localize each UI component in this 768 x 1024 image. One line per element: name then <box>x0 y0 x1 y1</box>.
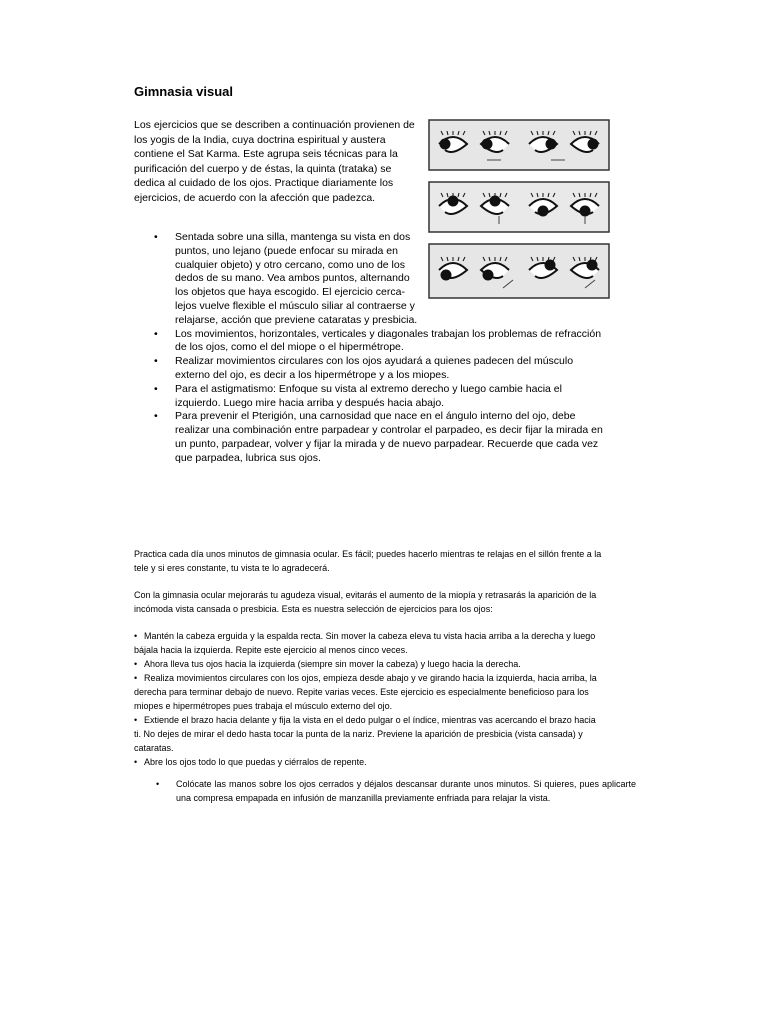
list-item-text: Ahora lleva tus ojos hacia la izquierda (siempre sin mover la cabeza) y luego hacia la derecha. <box>144 659 521 669</box>
ocular-exercise-list <box>134 629 604 769</box>
improvement-paragraph: Con la gimnasia ocular mejorarás tu agudeza visual, evitarás el aumento de la miopía y retrasarás la aparición de la incómoda vista cansada o presbicia. Esta es nuestra selección de ejercicios para los ojos: <box>134 590 597 614</box>
list-item: • Los movimientos, horizontales, verticales y diagonales trabajan los problemas de refracción de los ojos, como el del miope o el hipermétrope. <box>154 328 606 356</box>
bullet-glyph: • <box>134 757 138 767</box>
list-item-text: Mantén la cabeza erguida y la espalda recta. Sin mover la cabeza eleva tu vista hacia arriba a la derecha y luego bájala hacia la izquierda. Repite este ejercicio al menos cinco veces. <box>134 631 596 655</box>
bullet-glyph: • <box>134 659 138 669</box>
list-item <box>134 755 604 769</box>
list-item: • Colócate las manos sobre los ojos cerrados y déjalos descansar durante unos minutos. Si quieres, pues aplicarte una compresa empapada en infusión de manzanilla previamente enfriada para relajar la vista. <box>156 778 636 805</box>
list-item <box>134 671 604 713</box>
relax-exercise-list <box>156 778 636 805</box>
list-item: • Para prevenir el Pterigión, una carnosidad que nace en el ángulo interno del ojo, debe realizar una combinación entre parpadear y controlar el parpadeo, es decir fijar la mirada en un punto, parpadear, volver y fijar la mirada y de nuevo parpadear. Recuerde que cada vez que parpadea, lubrica sus ojos. <box>154 410 606 465</box>
practice-paragraph: Practica cada día unos minutos de gimnasia ocular. Es fácil; puedes hacerlo mientras te relajas en el sillón frente a la tele y si eres constante, tu vista te lo agradecerá. <box>134 549 602 573</box>
list-item: • Realizar movimientos circulares con los ojos ayudará a quienes padecen del músculo externo del ojo, es decir a los hipermétrope y a los miopes. <box>154 355 606 383</box>
list-item <box>134 657 604 671</box>
intro-paragraph: Los ejercicios que se describen a continuación provienen de los yogis de la India, cuya doctrina espiritual y austera contiene el Sat Karma. Este agrupa seis técnicas para la purificación del cuerpo y de éstas, la quinta (trataka) se dedica al cuidado de los ojos. Practique diariamente los ejercicios, de acuerdo con la afección que padezca. <box>134 119 415 204</box>
bullet-glyph: • <box>134 673 138 683</box>
page-title: Gimnasia visual <box>134 84 233 99</box>
list-item <box>134 629 604 657</box>
list-item: • Para el astigmatismo: Enfoque su vista al extremo derecho y luego cambie hacia el izquierdo. Luego mire hacia arriba y después hacia abajo. <box>154 383 606 411</box>
bullet-glyph: • <box>134 715 138 725</box>
list-item: • Sentada sobre una silla, mantenga su vista en dos puntos, uno lejano (puede enfocar su mirada en cualquier objeto) y otro cercano, como uno de los dedos de su mano. Vea ambos puntos, alternando los objetos que haya escogido. El ejercicio cerca-lejos vuelve flexible el músculo siliar al contraerse y relajarse, acción que previene cataratas y presbicia. <box>154 231 606 328</box>
bullet-glyph: • <box>134 631 138 641</box>
yoga-exercise-list <box>154 231 606 466</box>
list-item-text: Abre los ojos todo lo que puedas y ciérralos de repente. <box>144 757 367 767</box>
list-item <box>134 713 604 755</box>
list-item-text: Realiza movimientos circulares con los ojos, empieza desde abajo y ve girando hacia la izquierda, hacia arriba, la derecha para terminar debajo de nuevo. Repite varias veces. Este ejercicio es especialmente beneficioso para los miopes e hipermétropes pues trabaja el músculo externo del ojo. <box>134 673 597 711</box>
list-item-text: Extiende el brazo hacia delante y fija la vista en el dedo pulgar o el índice, mientras vas acercando el brazo hacia ti. No dejes de mirar el dedo hasta tocar la punta de la nariz. Previene la aparición de presbicia (vista cansada) y cataratas. <box>134 715 596 753</box>
